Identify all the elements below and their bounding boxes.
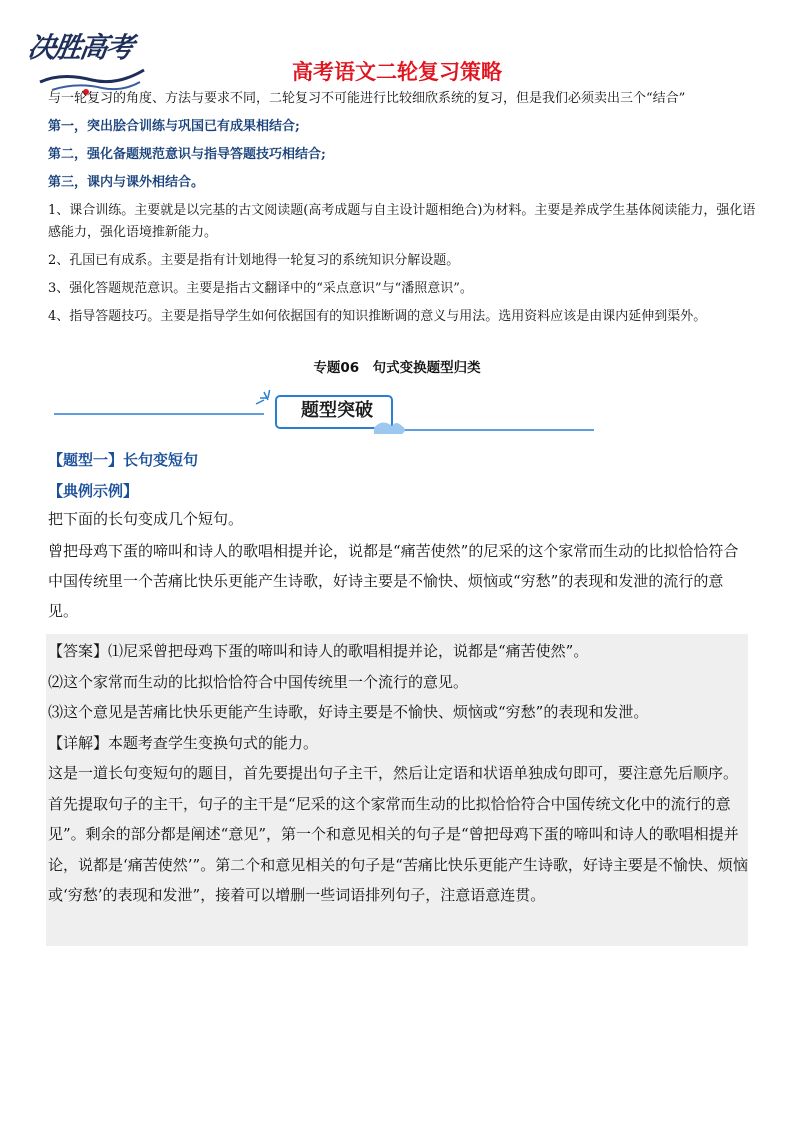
- question-section: [48, 447, 748, 626]
- answer-section: [48, 636, 748, 911]
- logo-text: 决胜高考: [25, 31, 135, 64]
- intro-item: 3、强化答题规范意识。主要是指古文翻译中的“采点意识”与“潘照意识”。: [48, 281, 473, 296]
- intro-point: 第二，强化备题规范意识与指导答题技巧相结合;: [48, 147, 326, 162]
- detail-paragraph: 首先提取句子的主干，句子的主干是“尼采的这个家常而生动的比拟恰恰符合中国传统文化中的流行的意见”。剩余的部分都是阐述“意见”，第一个和意见相关的句子是“曾把母鸡下蛋的啼叫和诗人的歌唱相提并论，说都是‘痛苦使然’”。第二个和意见相关的句子是“苦痛比快乐更能产生诗歌，好诗主要是不愉快、烦恼或‘穷愁’的表现和发泄”，接着可以增删一些词语排列句子，注意语意连贯。: [48, 794, 748, 904]
- answer-label: 【答案】: [48, 642, 109, 660]
- intro-item: 4、指导答题技巧。主要是指导学生如何依据国有的知识推断调的意义与用法。选用资料应该是由课内延伸到渠外。: [48, 309, 707, 324]
- answer-line: ⑵这个家常而生动的比拟恰恰符合中国传统里一个流行的意见。: [48, 672, 469, 691]
- intro-point: 第一，突出脍合训练与巩国已有成果相结合;: [48, 119, 300, 134]
- type-label: 【题型一】长句变短句: [48, 451, 199, 469]
- intro-lead: 与一轮复习的角度、方法与要求不同，二轮复习不可能进行比较细欣系统的复习，但是我们必须卖出三个“结合”: [48, 91, 686, 106]
- intro-section: [48, 88, 758, 328]
- section-banner: [54, 390, 594, 440]
- answer-line: ⑶这个意见是苦痛比快乐更能产生诗歌，好诗主要是不愉快、烦恼或“穷愁”的表现和发泄。: [48, 703, 649, 721]
- detail-label: 【详解】: [48, 733, 109, 752]
- page-title: 高考语文二轮复习策略: [292, 60, 502, 84]
- banner-label: 题型突破: [301, 400, 373, 421]
- detail-paragraph: 这是一道长句变短句的题目，首先要提出句子主干，然后让定语和状语单独成句即可，要注意先后顺序。: [48, 764, 739, 782]
- intro-point: 第三，课内与课外相结合。: [48, 175, 205, 190]
- topic-title: 专题06 句式变换题型归类: [313, 360, 481, 376]
- intro-item: 2、孔国已有成系。主要是指有计划地得一轮复习的系统知识分解设题。: [48, 253, 460, 268]
- intro-item: 1、课合训练。主要就是以完基的古文阅读题(高考成题与自主设计题相绝合)为材料。主要是养成学生基体阅读能力，强化语感能力，强化语境推新能力。: [48, 203, 756, 240]
- instruction-text: 把下面的长句变成几个短句。: [48, 510, 244, 528]
- answer-line: 【答案】⑴尼采曾把母鸡下蛋的啼叫和诗人的歌唱相提并论，说都是“痛苦使然”。: [48, 642, 589, 660]
- question-sentence: 曾把母鸡下蛋的啼叫和诗人的歌唱相提并论，说都是“痛苦使然”的尼采的这个家常而生动的比拟恰恰符合中国传统里一个苦痛比快乐更能产生诗歌，好诗主要是不愉快、烦恼或“穷愁”的表现和发泄的流行的意见。: [48, 542, 739, 620]
- detail-line: 【详解】本题考查学生变换句式的能力。: [48, 733, 319, 752]
- example-label: 【典例示例】: [48, 482, 139, 500]
